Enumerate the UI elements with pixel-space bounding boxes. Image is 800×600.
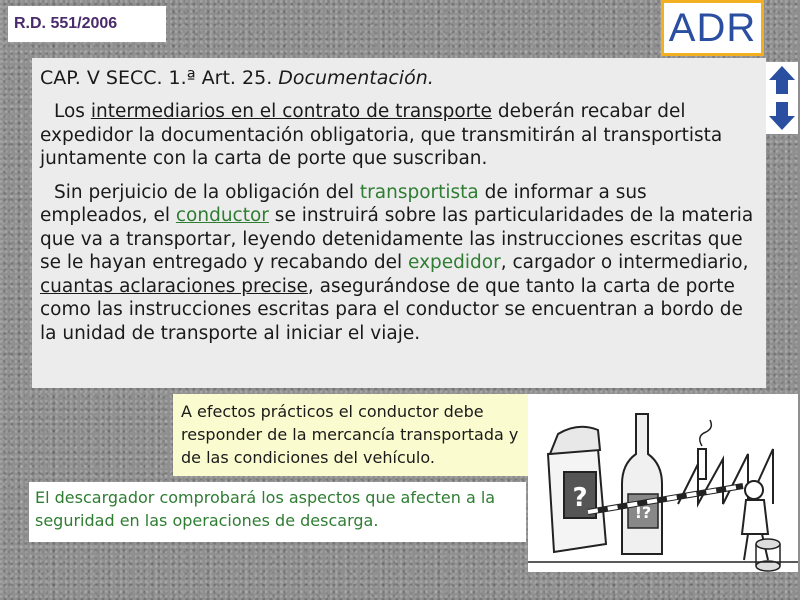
driver-note: A efectos prácticos el conductor debe responder de la mercancía transportada y de las condiciones del vehículo. [173,394,549,476]
cartoon-exclaim-mark: !? [634,503,652,522]
p2-text-1: Sin perjuicio de la obligación del [54,181,360,203]
p2-text-4: , cargador o intermediario, [500,252,749,273]
article-panel [32,58,766,388]
p2-text-5: , asegurándose de que tanto la carta de porte como las instrucciones escritas para el conductor se encuentran a bordo de la unidad de transporte al iniciar el viaje. [40,275,743,344]
p2-expedidor: expedidor [408,252,501,273]
arrow-icons [766,62,798,134]
p1-text-1: Los [54,101,91,122]
arrow-down-icon[interactable] [766,98,798,134]
p2-underlined: cuantas aclaraciones precise [40,275,308,297]
p2-conductor: conductor [175,205,269,226]
article-heading [40,66,756,90]
paragraph-2 [40,181,756,346]
cartoon-drawing [528,394,798,572]
adr-logo-text: ADR [668,5,757,50]
p1-underlined: intermediarios en el contrato de transporte [90,101,492,122]
p2-text-3: se instruirá sobre las particularidades de la materia que va a transportar, leyendo detenidamente las instrucciones escritas que se le hayan entregado y recabando del [40,205,754,273]
p1-text-2: deberán recabar del expedidor la documentación obligatoria, que transmitirán al transportista juntamente con la carta de porte que suscriban. [40,101,723,169]
p2-transportista: transportista [359,181,479,203]
cartoon-question-mark: ? [572,483,588,513]
heading-italic: Documentación. [278,67,434,89]
rd-label: R.D. 551/2006 [8,6,166,42]
cartoon-illustration [528,394,798,572]
unloader-note: El descargador comprobará los aspectos que afecten a la seguridad en las operaciones de descarga. [29,482,526,542]
p2-text-2: de informar a sus empleados, el [40,181,647,226]
arrow-up-icon[interactable] [766,62,798,98]
nav-arrows [766,62,798,134]
paragraph-1 [40,100,756,171]
heading-text: CAP. V SECC. 1.ª Art. 25. [40,67,279,89]
adr-logo [661,0,764,56]
